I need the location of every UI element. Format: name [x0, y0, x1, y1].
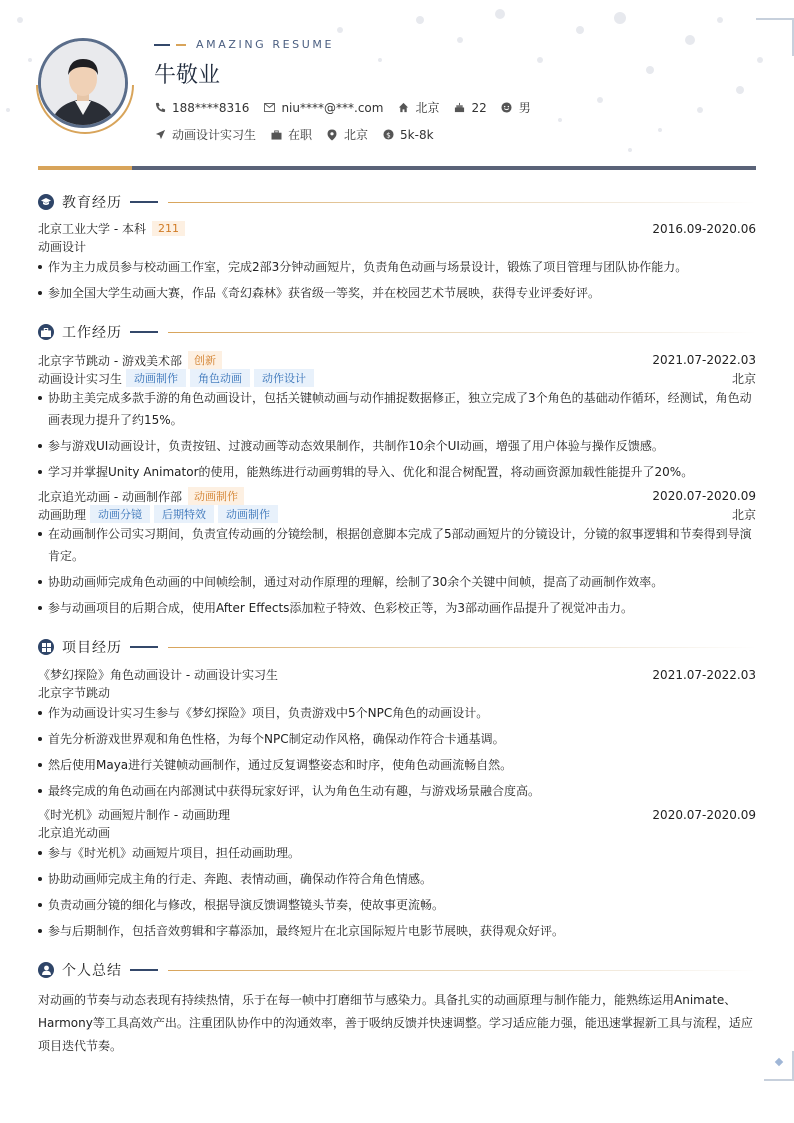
company-badge: 动画制作	[188, 487, 244, 505]
project-header	[38, 806, 756, 823]
list-item: 参与游戏UI动画设计，负责按钮、过渡动画等动态效果制作，共制作10余个UI动画，增强了用户体验与操作反馈感。	[38, 435, 756, 457]
city-item	[397, 99, 439, 116]
money-icon	[382, 129, 394, 141]
skill-tag: 动作设计	[254, 369, 314, 387]
send-icon	[154, 129, 166, 141]
job-location: 北京	[731, 507, 756, 522]
major-text: 动画设计	[38, 240, 87, 254]
work-section-title	[38, 322, 756, 342]
avatar	[38, 38, 128, 128]
list-item: 负责动画分镜的细化与修改，根据导演反馈调整镜头节奏，使故事更流畅。	[38, 894, 756, 916]
skill-tag: 动画制作	[126, 369, 186, 387]
school-badge: 211	[152, 221, 185, 236]
job-intent-row	[154, 126, 448, 143]
phone-text: 188****8316	[172, 100, 250, 115]
project-org	[38, 684, 756, 701]
target-job-text: 动画设计实习生	[172, 128, 257, 142]
skill-tag: 动画制作	[218, 505, 278, 523]
list-item: 参与后期制作，包括音效剪辑和字幕添加，最终短片在北京国际短片电影节展映，获得观众好评。	[38, 920, 756, 942]
job-period: 2021.07-2022.03	[652, 353, 756, 367]
project-org-text: 北京字节跳动	[38, 686, 111, 700]
job-role: 动画设计实习生	[38, 371, 123, 386]
job-role-row	[38, 369, 756, 387]
skill-tag: 角色动画	[190, 369, 250, 387]
summary-section-title	[38, 960, 756, 980]
list-item: 作为主力成员参与校动画工作室，完成2部3分钟动画短片，负责角色动画与场景设计，锻炼了项目管理与团队协作能力。	[38, 256, 756, 278]
company-badge: 创新	[188, 351, 222, 369]
phone-icon	[154, 102, 166, 114]
job-location: 北京	[731, 371, 756, 386]
school-name: 北京工业大学 - 本科	[38, 222, 146, 236]
tagline-text: AMAZING RESUME	[196, 38, 335, 51]
section-heading: 教育经历	[62, 195, 122, 211]
city-text: 北京	[415, 101, 440, 115]
job-role: 动画助理	[38, 507, 87, 522]
job-header	[38, 487, 756, 505]
graduation-cap-icon	[38, 194, 54, 210]
education-section-title	[38, 192, 756, 212]
bullet-line: 肯定。	[48, 549, 85, 563]
major	[38, 238, 756, 255]
target-city-text: 北京	[344, 128, 369, 142]
candidate-name: 牛敬业	[154, 63, 221, 88]
smile-icon	[501, 102, 513, 114]
skill-tag: 动画分镜	[90, 505, 150, 523]
email-text: niu****@***.com	[281, 100, 384, 115]
home-icon	[397, 102, 409, 114]
list-item: 参与《时光机》动画短片项目，担任动画助理。	[38, 842, 756, 864]
list-item	[38, 523, 756, 567]
project-name: 《时光机》动画短片制作 - 动画助理	[38, 808, 230, 822]
svg-text:$: $	[385, 130, 391, 140]
section-heading: 工作经历	[62, 325, 122, 341]
job-header	[38, 351, 756, 369]
list-item: 参加全国大学生动画大赛，作品《奇幻森林》获省级一等奖，并在校园艺术节展映，获得专业评委好评。	[38, 282, 756, 304]
project-section-title	[38, 637, 756, 657]
list-item: 首先分析游戏世界观和角色性格，为每个NPC制定动作风格，确保动作符合卡通基调。	[38, 728, 756, 750]
summary-text	[38, 989, 756, 1058]
contact-row	[154, 99, 545, 116]
section-heading: 个人总结	[62, 963, 122, 979]
job-period: 2020.07-2020.09	[652, 489, 756, 503]
project-header	[38, 666, 756, 683]
status-item	[270, 126, 312, 143]
project-org-text: 北京追光动画	[38, 826, 111, 840]
project-period: 2021.07-2022.03	[652, 667, 756, 682]
header-divider	[38, 166, 756, 170]
cake-icon	[453, 102, 465, 114]
job-role-row	[38, 505, 756, 523]
company-name: 北京字节跳动 - 游戏美术部	[38, 353, 182, 368]
summary-line: 项目迭代节奏。	[38, 1039, 123, 1053]
phone-item	[154, 101, 249, 115]
target-city-item	[326, 126, 368, 143]
list-item: 协助动画师完成主角的行走、奔跑、表情动画，确保动作符合角色情感。	[38, 868, 756, 890]
age-item	[453, 101, 486, 115]
section-heading: 项目经历	[62, 640, 122, 656]
location-icon	[326, 129, 338, 141]
salary-text: 5k-8k	[400, 127, 434, 142]
bullet-line: 协助主美完成多款手游的角色动画设计，包括关键帧动画与动作捕捉数据修正，独立完成了3个角色的基础动作循环，经测试，角色动	[48, 391, 752, 405]
briefcase-icon	[270, 129, 282, 141]
grid-icon	[38, 639, 54, 655]
mail-icon	[263, 102, 275, 114]
bullet-line: 在动画制作公司实习期间，负责宣传动画的分镜绘制，根据创意脚本完成了5部动画短片的分镜设计，分镜的叙事逻辑和节奏得到导演	[48, 527, 752, 541]
list-item	[38, 387, 756, 431]
status-text: 在职	[288, 128, 313, 142]
age-text: 22	[471, 100, 487, 115]
list-item: 学习并掌握Unity Animator的使用，能熟练进行动画剪辑的导入、优化和混合树配置，将动画资源加载性能提升了20%。	[38, 461, 756, 483]
project-name: 《梦幻探险》角色动画设计 - 动画设计实习生	[38, 668, 278, 682]
education-period: 2016.09-2020.06	[652, 221, 756, 236]
resume-tagline	[154, 38, 334, 51]
list-item: 协助动画师完成角色动画的中间帧绘制，通过对动作原理的理解，绘制了30余个关键中间帧，提高了动画制作效率。	[38, 571, 756, 593]
target-job-item	[154, 126, 256, 143]
list-item: 最终完成的角色动画在内部测试中获得玩家好评，认为角色生动有趣，与游戏场景融合度高。	[38, 780, 756, 802]
skill-tag: 后期特效	[154, 505, 214, 523]
list-item: 然后使用Maya进行关键帧动画制作，通过反复调整姿态和时序，使角色动画流畅自然。	[38, 754, 756, 776]
project-org	[38, 824, 756, 841]
email-item	[263, 101, 383, 115]
user-icon	[38, 962, 54, 978]
summary-line: 对动画的节奏与动态表现有持续热情，乐于在每一帧中打磨细节与感染力。具备扎实的动画原理与制作能力，能熟练运用Animate、	[38, 993, 737, 1007]
company-name: 北京追光动画 - 动画制作部	[38, 489, 182, 504]
project-period: 2020.07-2020.09	[652, 807, 756, 822]
education-header	[38, 220, 756, 237]
list-item: 参与动画项目的后期合成，使用After Effects添加粒子特效、色彩校正等，为3部动画作品提升了视觉冲击力。	[38, 597, 756, 619]
list-item: 作为动画设计实习生参与《梦幻探险》项目，负责游戏中5个NPC角色的动画设计。	[38, 702, 756, 724]
corner-decoration-top	[756, 18, 794, 56]
gender-text: 男	[518, 101, 531, 115]
bullet-line: 画表现力提升了约15%。	[48, 413, 183, 427]
salary-item	[382, 128, 434, 142]
briefcase-icon	[38, 324, 54, 340]
summary-line: Harmony等工具高效产出。注重团队协作中的沟通效率，善于吸纳反馈并快速调整。学习适应能力强，能迅速掌握新工具与流程，适应	[38, 1016, 753, 1030]
gender-item	[501, 99, 531, 116]
